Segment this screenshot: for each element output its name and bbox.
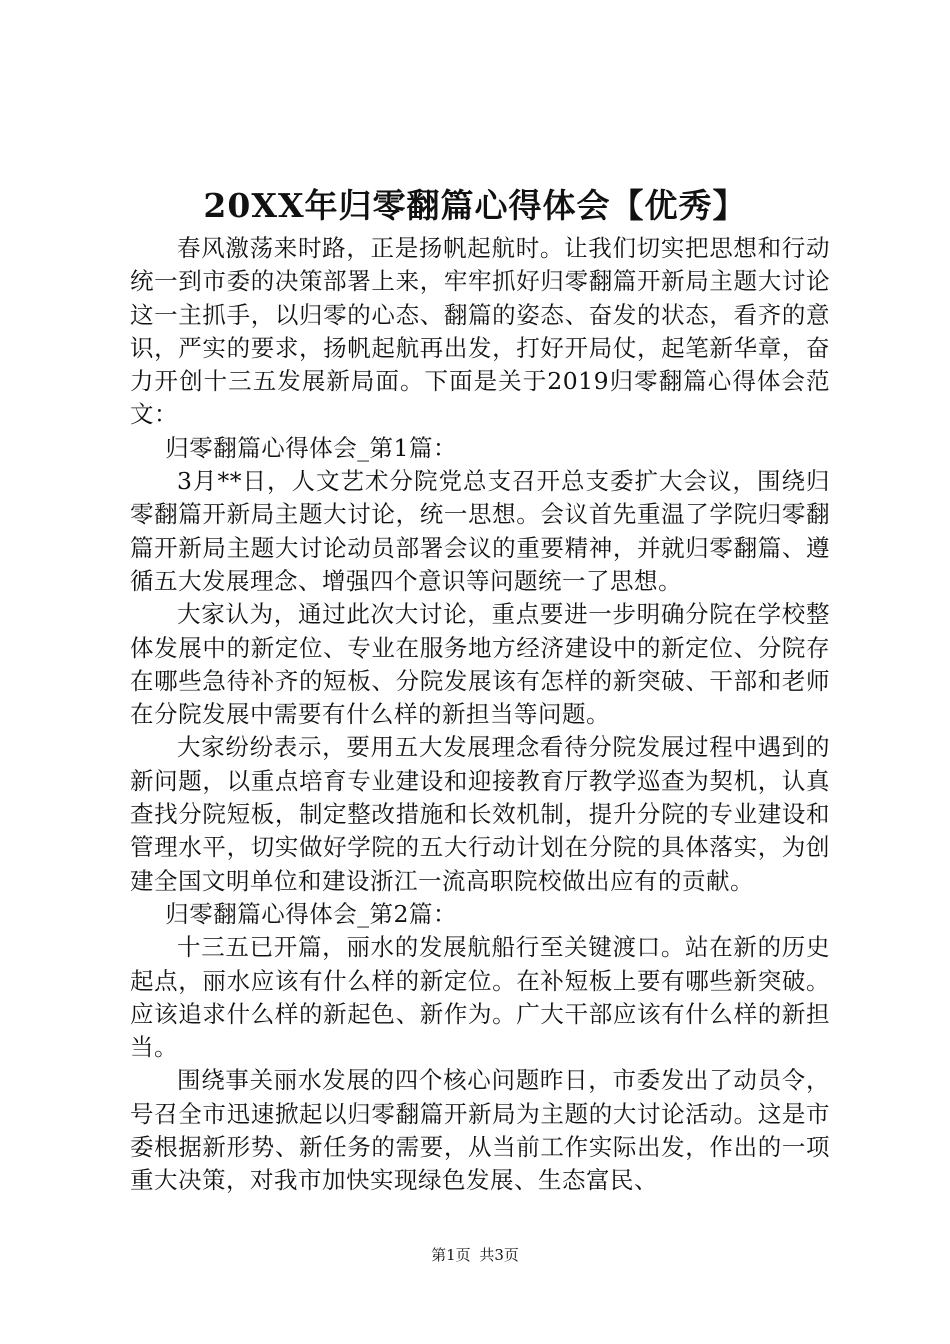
paragraph: 十三五已开篇，丽水的发展航船行至关键渡口。站在新的历史起点，丽水应该有什么样的新定位。在补短板上要有哪些新突破。应该追求什么样的新起色、新作为。广大干部应该有什么样的新担当。	[130, 933, 830, 1062]
page-number: 第1页	[431, 1246, 471, 1264]
paragraph-intro: 春风激荡来时路，正是扬帆起航时。让我们切实把思想和行动统一到市委的决策部署上来，牢牢抓好归零翻篇开新局主题大讨论这一主抓手，以归零的心态、翻篇的姿态、奋发的状态，看齐的意识，严实的要求，扬帆起航再出发，打好开局仗，起笔新华章，奋力开创十三五发展新局面。下面是关于2019归零翻篇心得体会范文：	[130, 234, 830, 429]
page-footer	[0, 1245, 950, 1265]
section-heading-1: 归零翻篇心得体会_第1篇：	[165, 433, 457, 462]
paragraph: 围绕事关丽水发展的四个核心问题昨日，市委发出了动员令，号召全市迅速掀起以归零翻篇开新局为主题的大讨论活动。这是市委根据新形势、新任务的需要，从当前工作实际出发，作出的一项重大决策，对我市加快实现绿色发展、生态富民、	[130, 1066, 830, 1195]
paragraph: 3月**日，人文艺术分院党总支召开总支委扩大会议，围绕归零翻篇开新局主题大讨论，统一思想。会议首先重温了学院归零翻篇开新局主题大讨论动员部署会议的重要精神，并就归零翻篇、遵循五大发展理念、增强四个意识等问题统一了思想。	[130, 467, 830, 595]
paragraph: 大家认为，通过此次大讨论，重点要进一步明确分院在学校整体发展中的新定位、专业在服务地方经济建设中的新定位、分院存在哪些急待补齐的短板、分院发展该有怎样的新突破、干部和老师在分院发展中需要有什么样的新担当等问题。	[130, 600, 830, 729]
paragraph: 大家纷纷表示，要用五大发展理念看待分院发展过程中遇到的新问题，以重点培育专业建设和迎接教育厅教学巡查为契机，认真查找分院短板，制定整改措施和长效机制，提升分院的专业建设和管理水平，切实做好学院的五大行动计划在分院的具体落实，为创建全国文明单位和建设浙江一流高职院校做出应有的贡献。	[130, 733, 830, 895]
page-total: 共3页	[479, 1246, 519, 1264]
section-heading-2: 归零翻篇心得体会_第2篇：	[165, 899, 457, 928]
document-body	[130, 232, 830, 1198]
document-title: 20XX年归零翻篇心得体会【优秀】	[203, 186, 747, 225]
